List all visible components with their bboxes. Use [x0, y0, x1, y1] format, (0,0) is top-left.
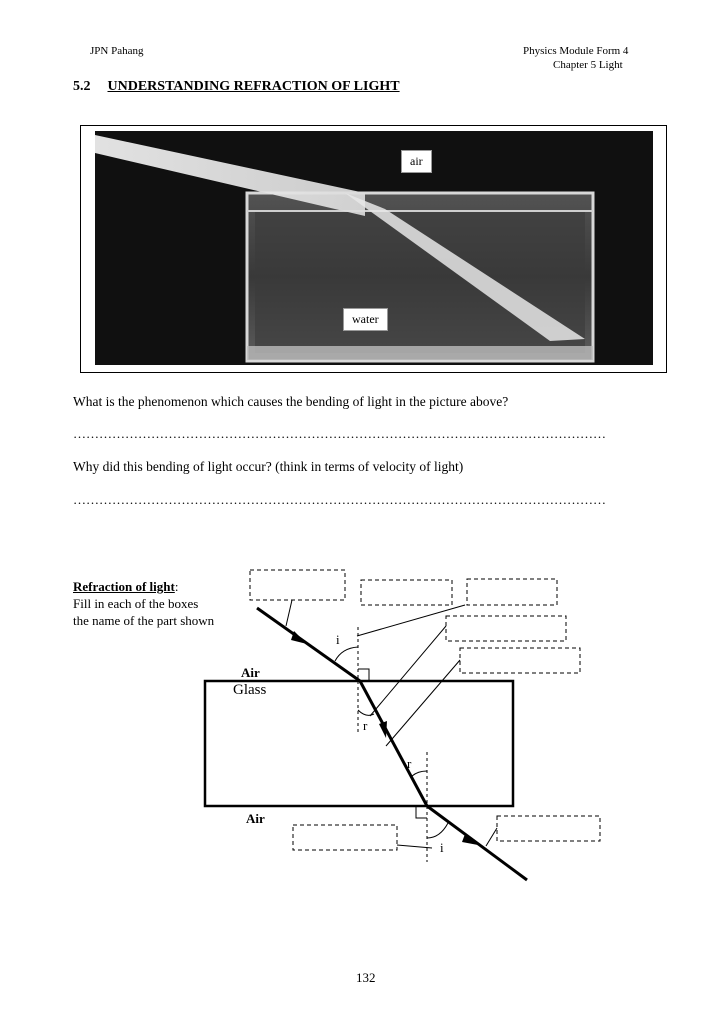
instruction-line-2: the name of the part shown — [73, 613, 215, 628]
leader-emergent-angle — [397, 845, 432, 848]
label-box-emergent-ray[interactable] — [497, 816, 600, 841]
photo-label-water: water — [343, 308, 388, 331]
photo-label-air: air — [401, 150, 432, 173]
section-number: 5.2 — [73, 79, 91, 94]
label-box-angle-of-incidence[interactable] — [467, 579, 557, 605]
leader-refracted — [370, 626, 446, 716]
label-box-normal[interactable] — [361, 580, 452, 605]
leader-normal — [357, 605, 465, 636]
header-right-line2: Chapter 5 Light — [553, 59, 623, 71]
right-angle-bottom — [416, 806, 427, 818]
refracted-ray-arrow-icon — [379, 721, 387, 738]
refraction-heading-colon: : — [174, 579, 179, 594]
angle-label-i-bottom: i — [440, 840, 444, 855]
instruction-line-1: Fill in each of the boxes — [73, 596, 199, 611]
label-air-top: Air — [241, 665, 260, 680]
label-box-incident-ray[interactable] — [250, 570, 345, 600]
glass-block — [205, 681, 513, 806]
emergent-ray-arrow-icon — [462, 834, 478, 845]
incident-ray — [257, 608, 360, 681]
incident-ray-arrow-icon — [291, 631, 307, 644]
refraction-heading: Refraction of light — [73, 579, 175, 594]
angle-arc-i-bottom — [427, 823, 448, 838]
answer-line-1[interactable]: …………………………………………………………………………………………………………… — [73, 426, 606, 441]
label-air-bottom: Air — [246, 811, 265, 826]
label-box-refracted-ray[interactable] — [446, 616, 566, 641]
header-left: JPN Pahang — [90, 45, 144, 57]
question-2: Why did this bending of light occur? (think in terms of velocity of light) — [73, 459, 464, 474]
leader-emergent-ray — [486, 828, 497, 846]
angle-arc-i-top — [335, 647, 358, 661]
question-1: What is the phenomenon which causes the bending of light in the picture above? — [73, 394, 509, 409]
answer-line-2[interactable]: …………………………………………………………………………………………………………… — [73, 492, 606, 507]
leader-angle-refraction — [386, 660, 460, 746]
label-box-emergent-angle[interactable] — [293, 825, 397, 850]
refracted-ray — [360, 681, 427, 806]
section-title: UNDERSTANDING REFRACTION OF LIGHT — [107, 79, 400, 94]
angle-label-r-bottom: r — [407, 756, 412, 771]
angle-arc-r-bottom — [412, 771, 427, 776]
angle-label-r-top: r — [363, 718, 368, 733]
page-number: 132 — [356, 970, 376, 985]
header-right-line1: Physics Module Form 4 — [523, 45, 629, 57]
leader-incident-ray — [286, 600, 292, 626]
label-glass: Glass — [233, 682, 267, 698]
angle-label-i-top: i — [336, 632, 340, 647]
label-box-angle-of-refraction[interactable] — [460, 648, 580, 673]
